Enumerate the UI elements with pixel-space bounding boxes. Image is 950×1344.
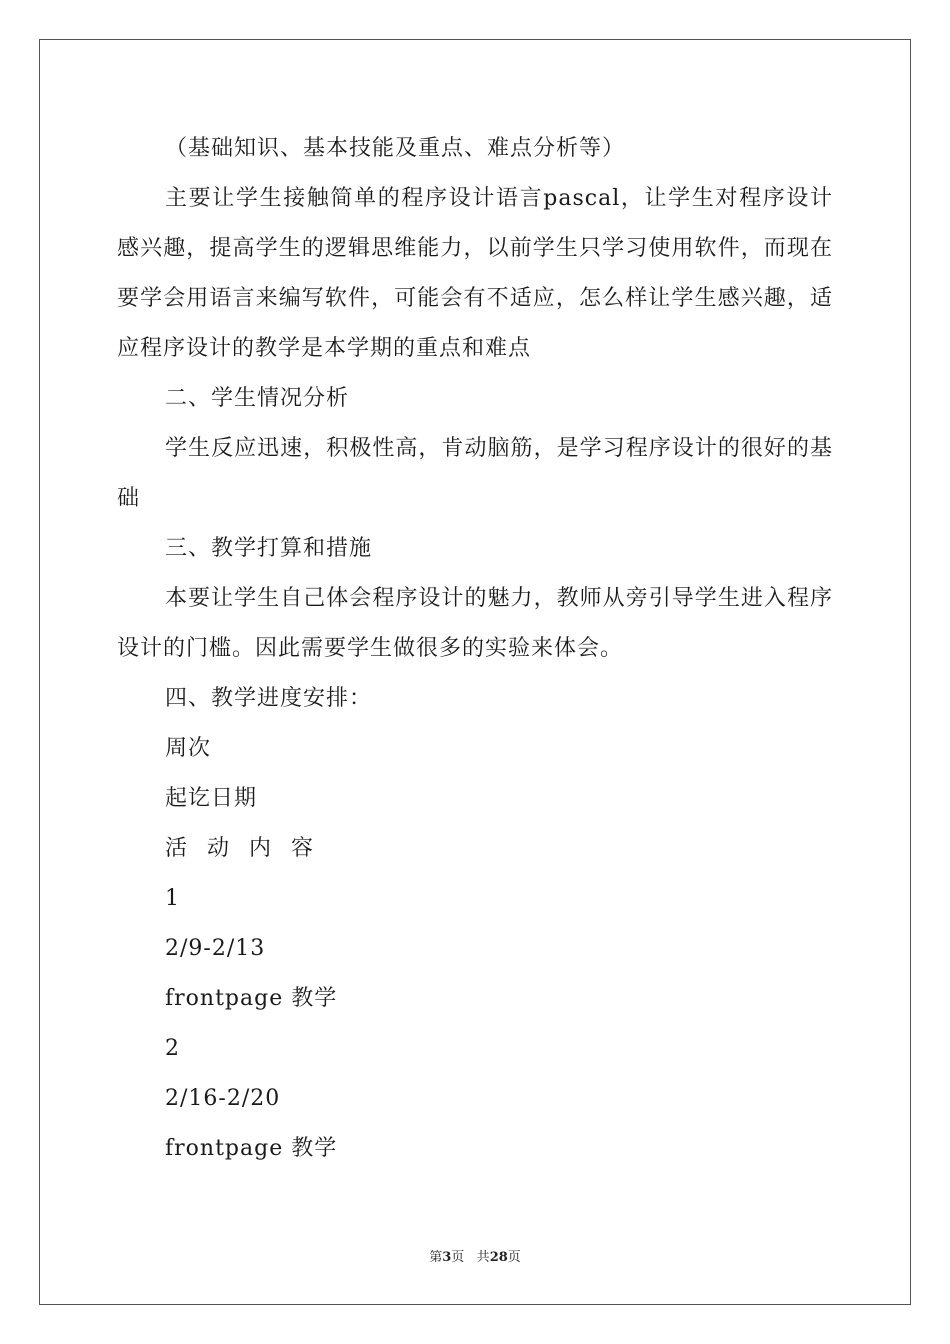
page-label-suffix: 页: [451, 1250, 465, 1265]
total-label-prefix: 共: [476, 1250, 490, 1265]
paragraph-analysis-note: （基础知识、基本技能及重点、难点分析等）: [165, 136, 626, 161]
page-number: 3: [442, 1250, 452, 1265]
heading-teaching-plan: 三、教学打算和措施: [165, 536, 373, 561]
total-pages: 28: [489, 1250, 508, 1265]
paragraph-teaching-plan: 本要让学生自己体会程序设计的魅力，教师从旁引导学生进入程序设计的门槛。因此需要学生做很多的实验来体会。: [117, 586, 833, 661]
schedule-dates-1: 2/9-2/13: [165, 936, 266, 961]
schedule-header-content: 活动内容: [165, 836, 334, 861]
total-label-suffix: 页: [507, 1250, 521, 1265]
heading-schedule: 四、教学进度安排：: [165, 686, 373, 711]
page-label-prefix: 第: [429, 1250, 443, 1265]
schedule-week-1: 1: [165, 886, 180, 911]
schedule-week-2: 2: [165, 1036, 180, 1061]
schedule-content-2: frontpage 教学: [165, 1136, 338, 1161]
paragraph-student-analysis: 学生反应迅速，积极性高，肯动脑筋，是学习程序设计的很好的基础: [117, 436, 833, 511]
heading-student-analysis: 二、学生情况分析: [165, 386, 350, 411]
schedule-header-dates: 起讫日期: [165, 786, 258, 811]
document-body: [117, 124, 833, 1174]
schedule-dates-2: 2/16-2/20: [165, 1086, 281, 1111]
schedule-header-week: 周次: [165, 736, 212, 761]
page-footer: [0, 1246, 950, 1265]
paragraph-course-goal: 主要让学生接触简单的程序设计语言pascal，让学生对程序设计感兴趣，提高学生的逻辑思维能力，以前学生只学习使用软件，而现在要学会用语言来编写软件，可能会有不适应，怎么样让学生感兴趣，适应程序设计的教学是本学期的重点和难点: [117, 186, 833, 361]
schedule-content-1: frontpage 教学: [165, 986, 338, 1011]
